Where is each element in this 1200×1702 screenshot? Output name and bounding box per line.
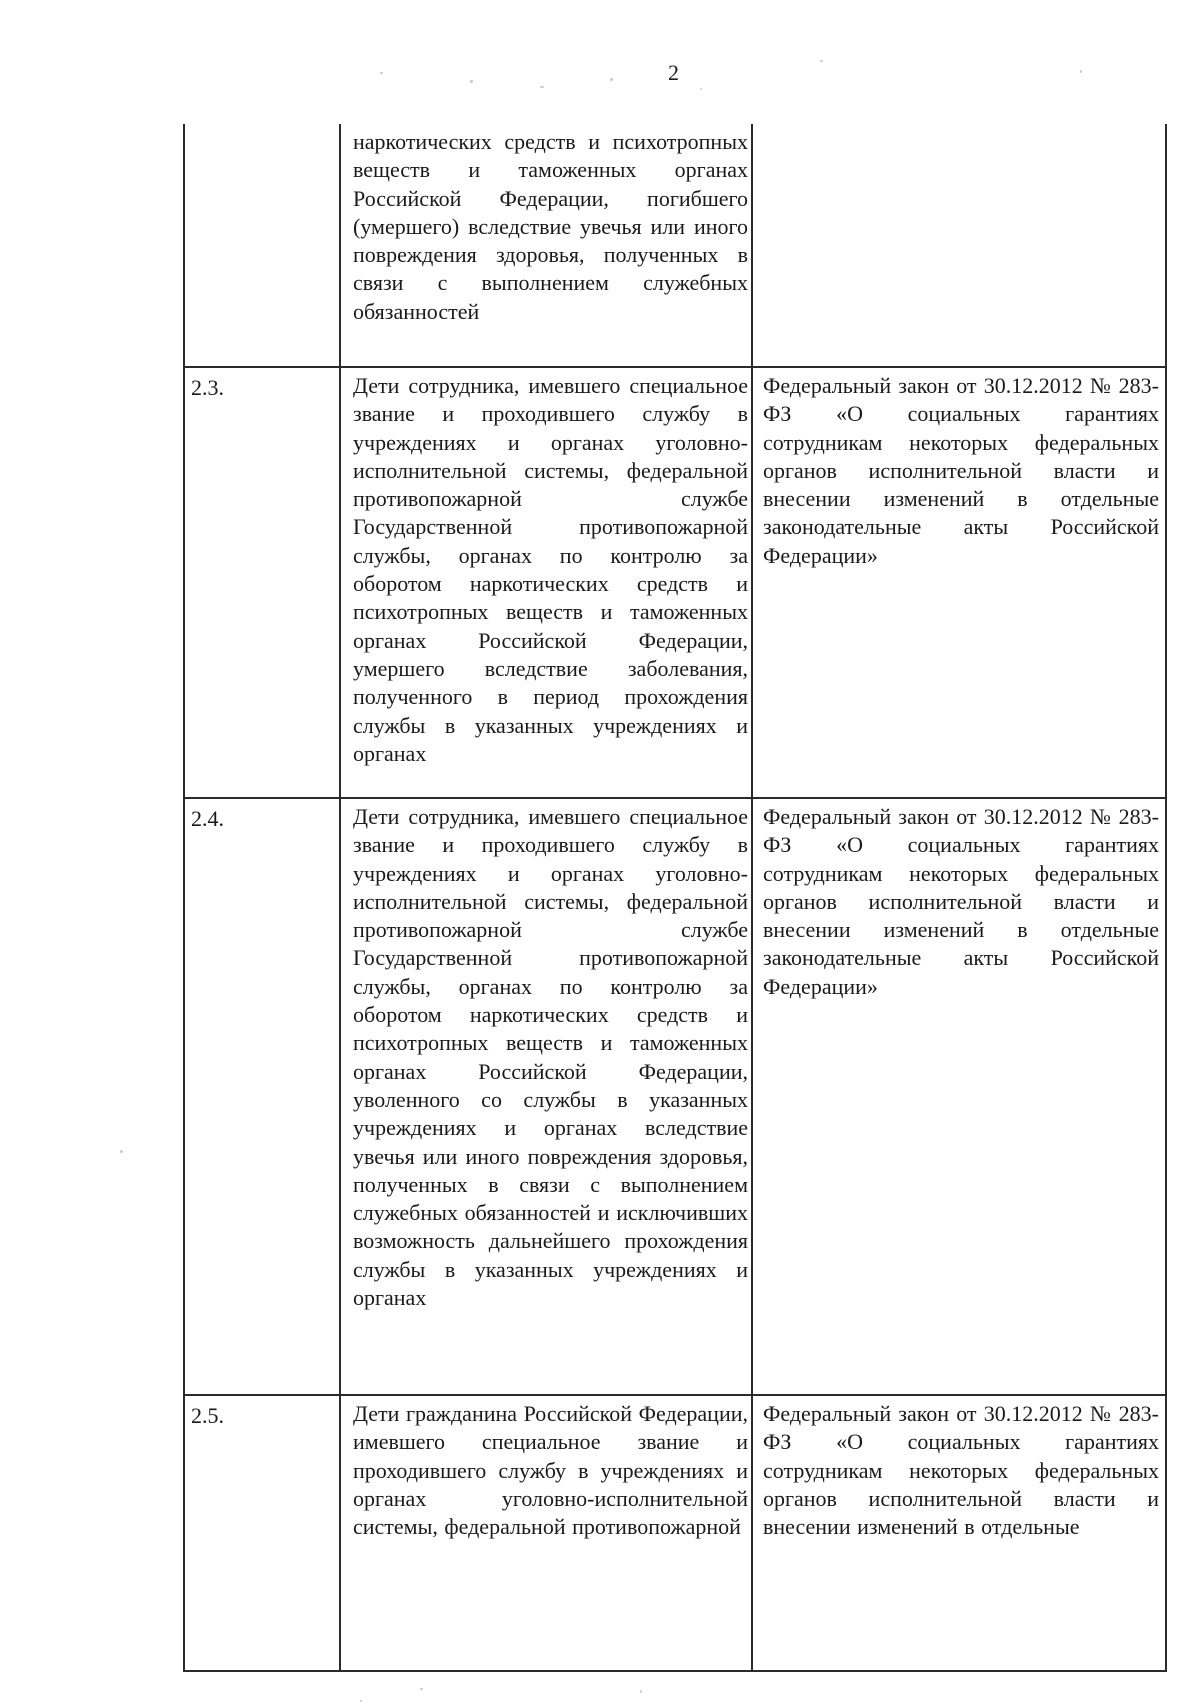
category-cell: Дети сотрудника, имевшего специальное звание и проходившего службу в учреждениях и органах уголовно-исполнительной системы, федеральной противопожарной службе Государственной противопожарной службы, органах по контролю за оборотом наркотических средств и психотропных веществ и таможенных органах Российской Федерации, умершего вследствие заболевания, полученного в период прохождения службы в указанных учреждениях и органах <box>353 373 748 766</box>
category-cell: наркотических средств и психотропных веществ и таможенных органах Российской Федерации, погибшего (умершего) вследствие увечья или иного повреждения здоровья, полученных в связи с выполнением служебных обязанностей <box>353 129 748 324</box>
basis-cell: Федеральный закон от 30.12.2012 № 283-ФЗ «О социальных гарантиях сотрудникам некоторых федеральных органов исполнительной власти и внесении изменений в отдельные <box>763 1401 1159 1540</box>
document-table <box>183 124 1167 1672</box>
table-row <box>185 124 1165 366</box>
table-row <box>185 366 1165 797</box>
category-cell: Дети сотрудника, имевшего специальное звание и проходившего службу в учреждениях и органах уголовно-исполнительной системы, федеральной противопожарной службе Государственной противопожарной службы, органах по контролю за оборотом наркотических средств и психотропных веществ и таможенных органах Российской Федерации, уволенного со службы в указанных учреждениях и органах вследствие увечья или иного повреждения здоровья, полученных в связи с выполнением служебных обязанностей и исключивших возможность дальнейшего прохождения службы в указанных учреждениях и органах <box>353 804 748 1311</box>
basis-cell: Федеральный закон от 30.12.2012 № 283-ФЗ «О социальных гарантиях сотрудникам некоторых федеральных органов исполнительной власти и внесении изменений в отдельные законодательные акты Российской Федерации» <box>763 373 1159 568</box>
page-number: 2 <box>668 60 679 85</box>
row-number: 2.4. <box>191 806 224 831</box>
table-row <box>185 797 1165 1394</box>
row-number: 2.3. <box>191 375 224 400</box>
table-row <box>185 1394 1165 1670</box>
category-cell: Дети гражданина Российской Федерации, имевшего специальное звание и проходившего службу в учреждениях и органах уголовно-исполнительной системы, федеральной противопожарной <box>353 1401 748 1540</box>
basis-cell: Федеральный закон от 30.12.2012 № 283-ФЗ «О социальных гарантиях сотрудникам некоторых федеральных органов исполнительной власти и внесении изменений в отдельные законодательные акты Российской Федерации» <box>763 804 1159 999</box>
row-number: 2.5. <box>191 1403 224 1428</box>
